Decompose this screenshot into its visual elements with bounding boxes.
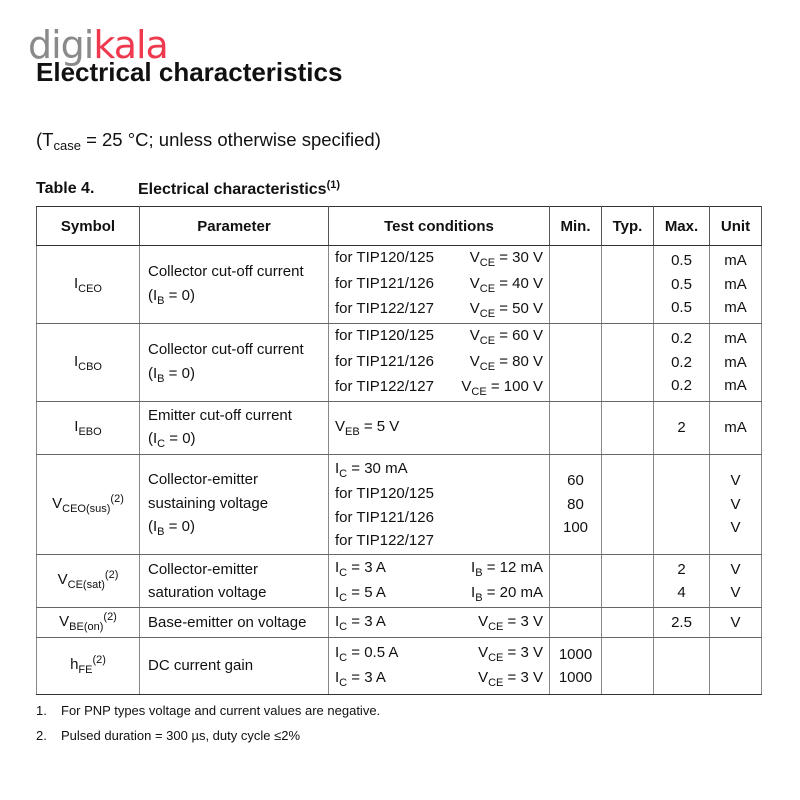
parameter-line: [148, 515, 328, 541]
parameter-line: [148, 427, 328, 453]
cell-symbol: [37, 608, 140, 638]
cell-min: [550, 402, 602, 455]
condition-part: [478, 666, 543, 692]
formula-rest: = 50 V: [495, 300, 543, 318]
formula-text: Collector-emitter: [148, 560, 259, 578]
cell-max: [654, 402, 710, 455]
condition-part: [335, 666, 386, 692]
table-row: [37, 246, 762, 324]
table-label: Table 4.: [36, 180, 95, 197]
footnotes: [36, 702, 380, 752]
formula-subscript: C: [339, 651, 348, 664]
unit-value: V: [730, 560, 741, 578]
footnote-number: 2.: [36, 728, 47, 743]
condition-part: [335, 415, 399, 441]
unit-value: V: [730, 472, 741, 490]
max-value: 2.5: [671, 613, 692, 631]
formula-base: I: [335, 459, 340, 477]
cell-unit: [710, 608, 762, 638]
formula-base: I: [335, 669, 340, 686]
min-value: 1000: [558, 645, 593, 663]
header-min: Min.: [550, 207, 602, 246]
condition-line: [335, 350, 543, 376]
cell-max: [654, 455, 710, 555]
condition-part: [478, 641, 543, 667]
formula-subscript: B: [475, 566, 483, 579]
formula-text: for TIP121/126: [335, 274, 434, 292]
symbol-base: V: [57, 571, 68, 589]
condition-part: [478, 610, 543, 636]
formula-rest: = 0.5 A: [347, 643, 399, 661]
footnote-number: 1.: [36, 703, 47, 718]
formula-base: I: [335, 558, 340, 576]
formula-rest: = 3 V: [503, 612, 543, 630]
condition-part: [471, 581, 543, 607]
condition-line: [335, 666, 543, 692]
cell-symbol: [37, 455, 140, 555]
cell-min: [550, 455, 602, 555]
unit-value: mA: [724, 299, 747, 317]
min-value: 80: [567, 495, 584, 513]
cell-test-conditions: [329, 324, 550, 402]
formula-rest: = 0): [164, 286, 195, 304]
formula-base: I: [335, 584, 340, 601]
formula-base: V: [478, 612, 489, 630]
condition-line: [335, 375, 543, 401]
min-value: 100: [562, 519, 589, 537]
symbol-footnote: (2): [110, 492, 124, 505]
formula-base: I: [335, 643, 340, 661]
symbol-subscript: CBO: [78, 360, 102, 373]
max-value: 0.2: [671, 377, 692, 395]
cell-max: [654, 608, 710, 638]
header-unit: Unit: [710, 207, 762, 246]
formula-base: (I: [148, 518, 158, 536]
cell-parameter: [140, 455, 329, 555]
formula-rest: = 0): [164, 518, 195, 536]
condition-line: [335, 581, 543, 607]
unit-value: mA: [724, 419, 747, 437]
condition-line: [335, 324, 543, 350]
condition-line: [335, 246, 543, 272]
cell-parameter: [140, 555, 329, 608]
cell-min: [550, 608, 602, 638]
cell-max: [654, 638, 710, 695]
formula-rest: = 0): [165, 430, 196, 447]
condition-line: [335, 482, 543, 506]
formula-base: (I: [148, 364, 158, 382]
cell-typ: [602, 555, 654, 608]
condition-part: [335, 297, 434, 323]
cell-test-conditions: [329, 455, 550, 555]
symbol-footnote: (2): [92, 654, 106, 667]
table-body: [37, 246, 762, 695]
formula-rest: = 30 V: [495, 249, 543, 267]
condition-part: [335, 246, 434, 272]
unit-value: mA: [724, 377, 747, 395]
table-title-footnote: (1): [326, 179, 341, 191]
footnote: [36, 727, 380, 752]
unit-value: V: [730, 584, 741, 601]
cell-unit: [710, 324, 762, 402]
cell-test-conditions: [329, 638, 550, 695]
formula-subscript: C: [157, 438, 166, 450]
formula-base: V: [469, 327, 480, 345]
formula-text: sustaining voltage: [148, 494, 269, 512]
unit-value: mA: [724, 252, 747, 270]
cell-unit: [710, 555, 762, 608]
condition-line: [335, 415, 543, 441]
table-row: [37, 455, 762, 555]
cell-unit: [710, 455, 762, 555]
cell-symbol: [37, 555, 140, 608]
formula-subscript: CE: [488, 677, 504, 689]
formula-subscript: C: [339, 566, 348, 579]
test-condition-note: [36, 129, 381, 154]
formula-text: for TIP121/126: [335, 508, 434, 526]
cell-symbol: [37, 638, 140, 695]
parameter-line: [148, 404, 328, 428]
condition-part: [335, 581, 386, 607]
condition-part: [461, 375, 543, 401]
formula-base: I: [471, 558, 476, 576]
cell-symbol: [37, 324, 140, 402]
formula-base: V: [461, 378, 472, 396]
formula-text: for TIP122/127: [335, 300, 434, 318]
condition-part: [471, 556, 543, 582]
cell-min: [550, 246, 602, 324]
condition-line: [335, 610, 543, 636]
formula-text: Collector cut-off current: [148, 341, 304, 358]
table-row: [37, 638, 762, 695]
formula-text: saturation voltage: [148, 584, 267, 601]
logo-text-red: kala: [93, 23, 168, 67]
cell-parameter: [140, 608, 329, 638]
max-value: 0.5: [671, 252, 692, 270]
unit-value: V: [730, 495, 741, 513]
condition-part: [335, 529, 434, 553]
condition-part: [335, 641, 398, 667]
cell-max: [654, 324, 710, 402]
cell-symbol: [37, 246, 140, 324]
formula-base: V: [478, 643, 489, 661]
formula-text: for TIP121/126: [335, 352, 434, 370]
formula-rest: = 3 V: [503, 669, 543, 686]
formula-text: Collector-emitter: [148, 471, 259, 489]
condition-part: [335, 482, 434, 506]
formula-text: for TIP120/125: [335, 249, 434, 267]
formula-subscript: CE: [479, 360, 496, 373]
condition-part: [470, 272, 543, 298]
formula-rest: = 40 V: [495, 274, 543, 292]
formula-rest: = 80 V: [495, 352, 543, 370]
symbol-base: V: [52, 494, 63, 512]
header-max: Max.: [654, 207, 710, 246]
footnote-text: Pulsed duration = 300 µs, duty cycle ≤2%: [61, 728, 301, 743]
symbol-subscript: BE(on): [69, 620, 104, 633]
unit-value: V: [730, 613, 741, 631]
formula-base: (I: [148, 286, 158, 304]
cell-parameter: [140, 324, 329, 402]
parameter-line: [148, 611, 328, 635]
formula-rest: = 0): [164, 364, 195, 382]
cell-parameter: [140, 246, 329, 324]
formula-base: V: [469, 300, 480, 318]
condition-line: [335, 457, 543, 483]
symbol-subscript: CEO(sus): [62, 502, 111, 515]
condition-suffix: = 25 °C; unless otherwise specified): [80, 129, 381, 150]
formula-base: V: [469, 274, 480, 292]
symbol-subscript: EBO: [78, 426, 102, 439]
formula-subscript: B: [157, 294, 165, 307]
condition-part: [335, 272, 434, 298]
table-title: Electrical characteristics: [138, 181, 327, 198]
max-value: 0.2: [671, 330, 692, 348]
condition-subscript: case: [53, 138, 81, 153]
formula-rest: = 20 mA: [482, 584, 543, 601]
cell-typ: [602, 608, 654, 638]
cell-typ: [602, 455, 654, 555]
min-value: 1000: [558, 669, 593, 686]
table-title-wrap: [138, 179, 340, 199]
table-header-row: [37, 207, 762, 246]
header-test-conditions: Test conditions: [329, 207, 550, 246]
symbol-footnote: (2): [103, 610, 117, 623]
condition-line: [335, 556, 543, 582]
formula-subscript: CE: [471, 386, 487, 399]
formula-rest: = 5 V: [359, 418, 400, 436]
max-value: 2: [677, 419, 686, 437]
formula-subscript: EB: [345, 426, 360, 439]
condition-part: [335, 375, 434, 401]
cell-min: [550, 555, 602, 608]
cell-max: [654, 555, 710, 608]
symbol-base: V: [59, 612, 70, 630]
symbol-subscript: CE(sat): [67, 579, 105, 592]
formula-rest: = 100 V: [486, 378, 543, 396]
cell-min: [550, 638, 602, 695]
cell-test-conditions: [329, 555, 550, 608]
condition-line: [335, 272, 543, 298]
cell-typ: [602, 402, 654, 455]
formula-text: for TIP120/125: [335, 327, 434, 345]
formula-rest: = 60 V: [495, 327, 543, 345]
formula-subscript: C: [339, 677, 348, 689]
max-value: 2: [677, 560, 686, 578]
max-value: 0.2: [671, 353, 692, 371]
condition-line: [335, 529, 543, 553]
formula-rest: = 3 V: [503, 643, 543, 661]
condition-part: [335, 350, 434, 376]
parameter-line: [148, 338, 328, 362]
parameter-line: [148, 284, 328, 310]
formula-base: V: [469, 249, 480, 267]
formula-text: for TIP122/127: [335, 532, 434, 549]
table-row: [37, 555, 762, 608]
cell-typ: [602, 246, 654, 324]
formula-rest: = 5 A: [347, 584, 386, 601]
unit-value: mA: [724, 330, 747, 348]
table-row: [37, 324, 762, 402]
header-symbol: Symbol: [37, 207, 140, 246]
table-row: [37, 608, 762, 638]
max-value: 0.5: [671, 275, 692, 293]
cell-typ: [602, 324, 654, 402]
formula-base: V: [335, 418, 346, 436]
formula-text: for TIP122/127: [335, 378, 434, 396]
cell-symbol: [37, 402, 140, 455]
condition-part: [335, 506, 434, 530]
logo-text-gray: digi: [28, 23, 94, 67]
formula-base: I: [335, 612, 340, 630]
symbol-subscript: CEO: [78, 282, 102, 295]
cell-test-conditions: [329, 402, 550, 455]
symbol-base: I: [73, 352, 79, 370]
cell-unit: [710, 246, 762, 324]
condition-part: [470, 324, 543, 350]
formula-base: (I: [148, 430, 158, 447]
parameter-line: [148, 492, 328, 516]
condition-part: [470, 297, 543, 323]
condition-line: [335, 297, 543, 323]
formula-rest: = 3 A: [347, 612, 386, 630]
formula-subscript: C: [339, 592, 348, 604]
formula-text: DC current gain: [148, 657, 254, 675]
formula-subscript: CE: [479, 335, 496, 348]
condition-prefix: (T: [36, 129, 54, 150]
electrical-characteristics-table: [36, 206, 762, 695]
parameter-line: [148, 468, 328, 492]
section-heading: Electrical characteristics: [36, 57, 343, 87]
unit-value: mA: [724, 353, 747, 371]
symbol-base: h: [70, 656, 79, 674]
formula-rest: = 3 A: [347, 558, 386, 576]
condition-part: [335, 324, 434, 350]
condition-line: [335, 506, 543, 530]
condition-part: [335, 457, 408, 483]
formula-rest: = 3 A: [347, 669, 386, 686]
formula-subscript: CE: [479, 308, 496, 321]
formula-subscript: CE: [488, 620, 504, 633]
formula-text: for TIP120/125: [335, 485, 434, 502]
formula-base: V: [469, 352, 480, 370]
condition-part: [470, 350, 543, 376]
max-value: 0.5: [671, 299, 692, 317]
table-caption: [36, 179, 341, 198]
symbol-subscript: FE: [78, 664, 93, 677]
parameter-line: [148, 654, 328, 678]
cell-min: [550, 324, 602, 402]
cell-parameter: [140, 638, 329, 695]
symbol-base: I: [74, 418, 79, 436]
cell-unit: [710, 402, 762, 455]
cell-unit: [710, 638, 762, 695]
parameter-line: [148, 362, 328, 388]
footnote: [36, 702, 380, 727]
cell-typ: [602, 638, 654, 695]
parameter-line: [148, 260, 328, 284]
formula-subscript: CE: [479, 282, 496, 295]
cell-parameter: [140, 402, 329, 455]
formula-subscript: CE: [488, 651, 504, 664]
formula-subscript: CE: [479, 257, 496, 270]
formula-base: I: [471, 584, 476, 601]
parameter-line: [148, 581, 328, 605]
max-value: 4: [677, 584, 686, 601]
formula-text: Base-emitter on voltage: [148, 613, 307, 631]
min-value: 60: [567, 472, 584, 490]
symbol-footnote: (2): [104, 569, 119, 582]
condition-line: [335, 641, 543, 667]
cell-test-conditions: [329, 246, 550, 324]
formula-subscript: C: [339, 620, 348, 633]
condition-part: [335, 610, 386, 636]
header-parameter: Parameter: [140, 207, 329, 246]
formula-subscript: B: [475, 592, 483, 604]
formula-text: Collector cut-off current: [148, 263, 304, 280]
formula-subscript: B: [157, 372, 165, 385]
formula-base: V: [478, 669, 489, 686]
unit-value: mA: [724, 275, 747, 293]
formula-rest: = 30 mA: [347, 459, 408, 477]
formula-rest: = 12 mA: [482, 558, 543, 576]
table-row: [37, 402, 762, 455]
formula-text: Emitter cut-off current: [148, 406, 292, 424]
symbol-base: I: [73, 274, 79, 292]
parameter-line: [148, 558, 328, 582]
formula-subscript: C: [339, 467, 348, 480]
cell-test-conditions: [329, 608, 550, 638]
formula-subscript: B: [157, 526, 165, 539]
unit-value: V: [730, 519, 741, 537]
condition-part: [335, 556, 386, 582]
header-typ: Typ.: [602, 207, 654, 246]
cell-max: [654, 246, 710, 324]
condition-part: [470, 246, 543, 272]
footnote-text: For PNP types voltage and current values are negative.: [61, 703, 381, 718]
